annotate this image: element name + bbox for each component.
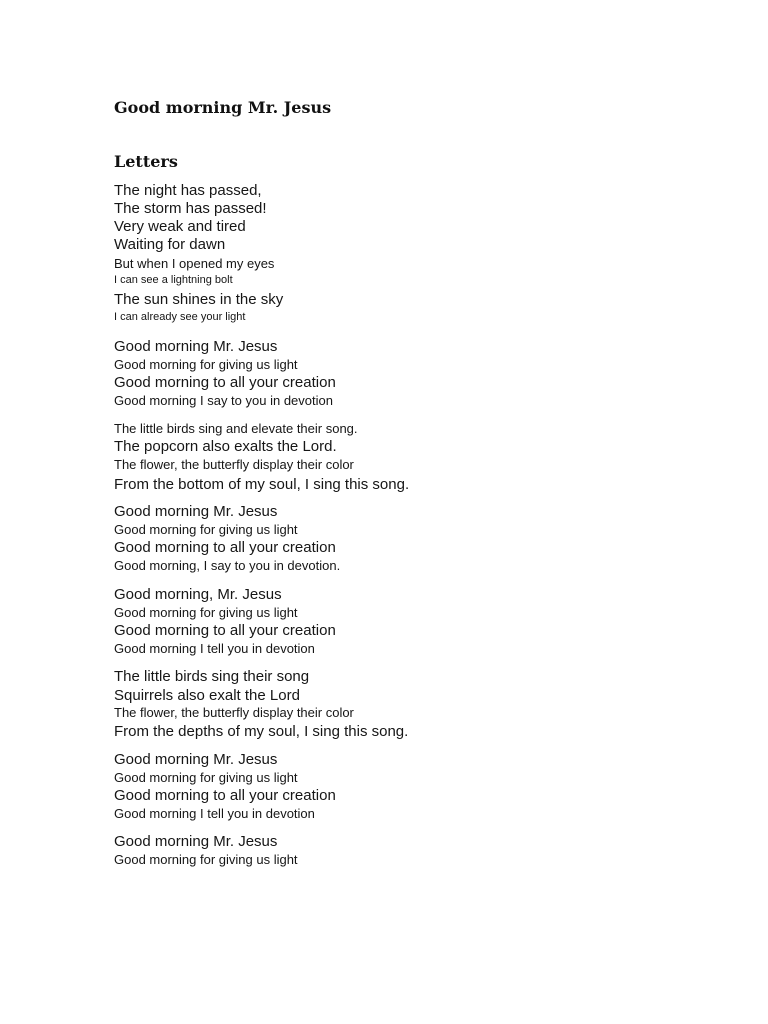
section-heading: Letters (114, 152, 178, 171)
lyric-line: Good morning I tell you in devotion (114, 806, 315, 821)
lyric-line: Good morning to all your creation (114, 622, 336, 639)
lyric-line: The flower, the butterfly display their color (114, 705, 354, 720)
lyric-line: I can already see your light (114, 311, 246, 323)
lyric-line: Good morning for giving us light (114, 522, 298, 537)
lyric-line: The little birds sing their song (114, 668, 310, 685)
lyric-line: Good morning Mr. Jesus (114, 503, 278, 520)
lyric-line: Good morning Mr. Jesus (114, 338, 278, 355)
lyric-line: From the depths of my soul, I sing this song. (114, 723, 409, 740)
lyric-line: Good morning Mr. Jesus (114, 751, 278, 768)
lyric-line: Very weak and tired (114, 218, 246, 235)
lyric-line: I can see a lightning bolt (114, 274, 233, 286)
lyric-line: Good morning to all your creation (114, 539, 336, 556)
lyric-line: Good morning, I say to you in devotion. (114, 558, 341, 573)
lyric-line: Good morning for giving us light (114, 357, 298, 372)
lyric-line: Good morning Mr. Jesus (114, 833, 278, 850)
lyric-line: Squirrels also exalt the Lord (114, 687, 300, 704)
lyric-line: Good morning for giving us light (114, 852, 298, 867)
lyric-line: The storm has passed! (114, 200, 267, 217)
lyric-line: Good morning to all your creation (114, 787, 336, 804)
lyric-line: The popcorn also exalts the Lord. (114, 438, 337, 455)
document-title: Good morning Mr. Jesus (114, 98, 332, 117)
lyric-line: Good morning for giving us light (114, 605, 298, 620)
lyric-line: Good morning I tell you in devotion (114, 641, 315, 656)
lyric-line: From the bottom of my soul, I sing this song. (114, 476, 410, 493)
lyric-line: But when I opened my eyes (114, 256, 275, 271)
lyric-line: The little birds sing and elevate their song. (114, 421, 358, 436)
lyric-line: Good morning to all your creation (114, 374, 336, 391)
lyric-line: The flower, the butterfly display their color (114, 457, 354, 472)
lyric-line: Waiting for dawn (114, 236, 226, 253)
lyric-line: Good morning, Mr. Jesus (114, 586, 282, 603)
lyric-line: Good morning for giving us light (114, 770, 298, 785)
lyric-line: The night has passed, (114, 182, 262, 199)
lyric-line: Good morning I say to you in devotion (114, 393, 333, 408)
lyric-line: The sun shines in the sky (114, 291, 284, 308)
